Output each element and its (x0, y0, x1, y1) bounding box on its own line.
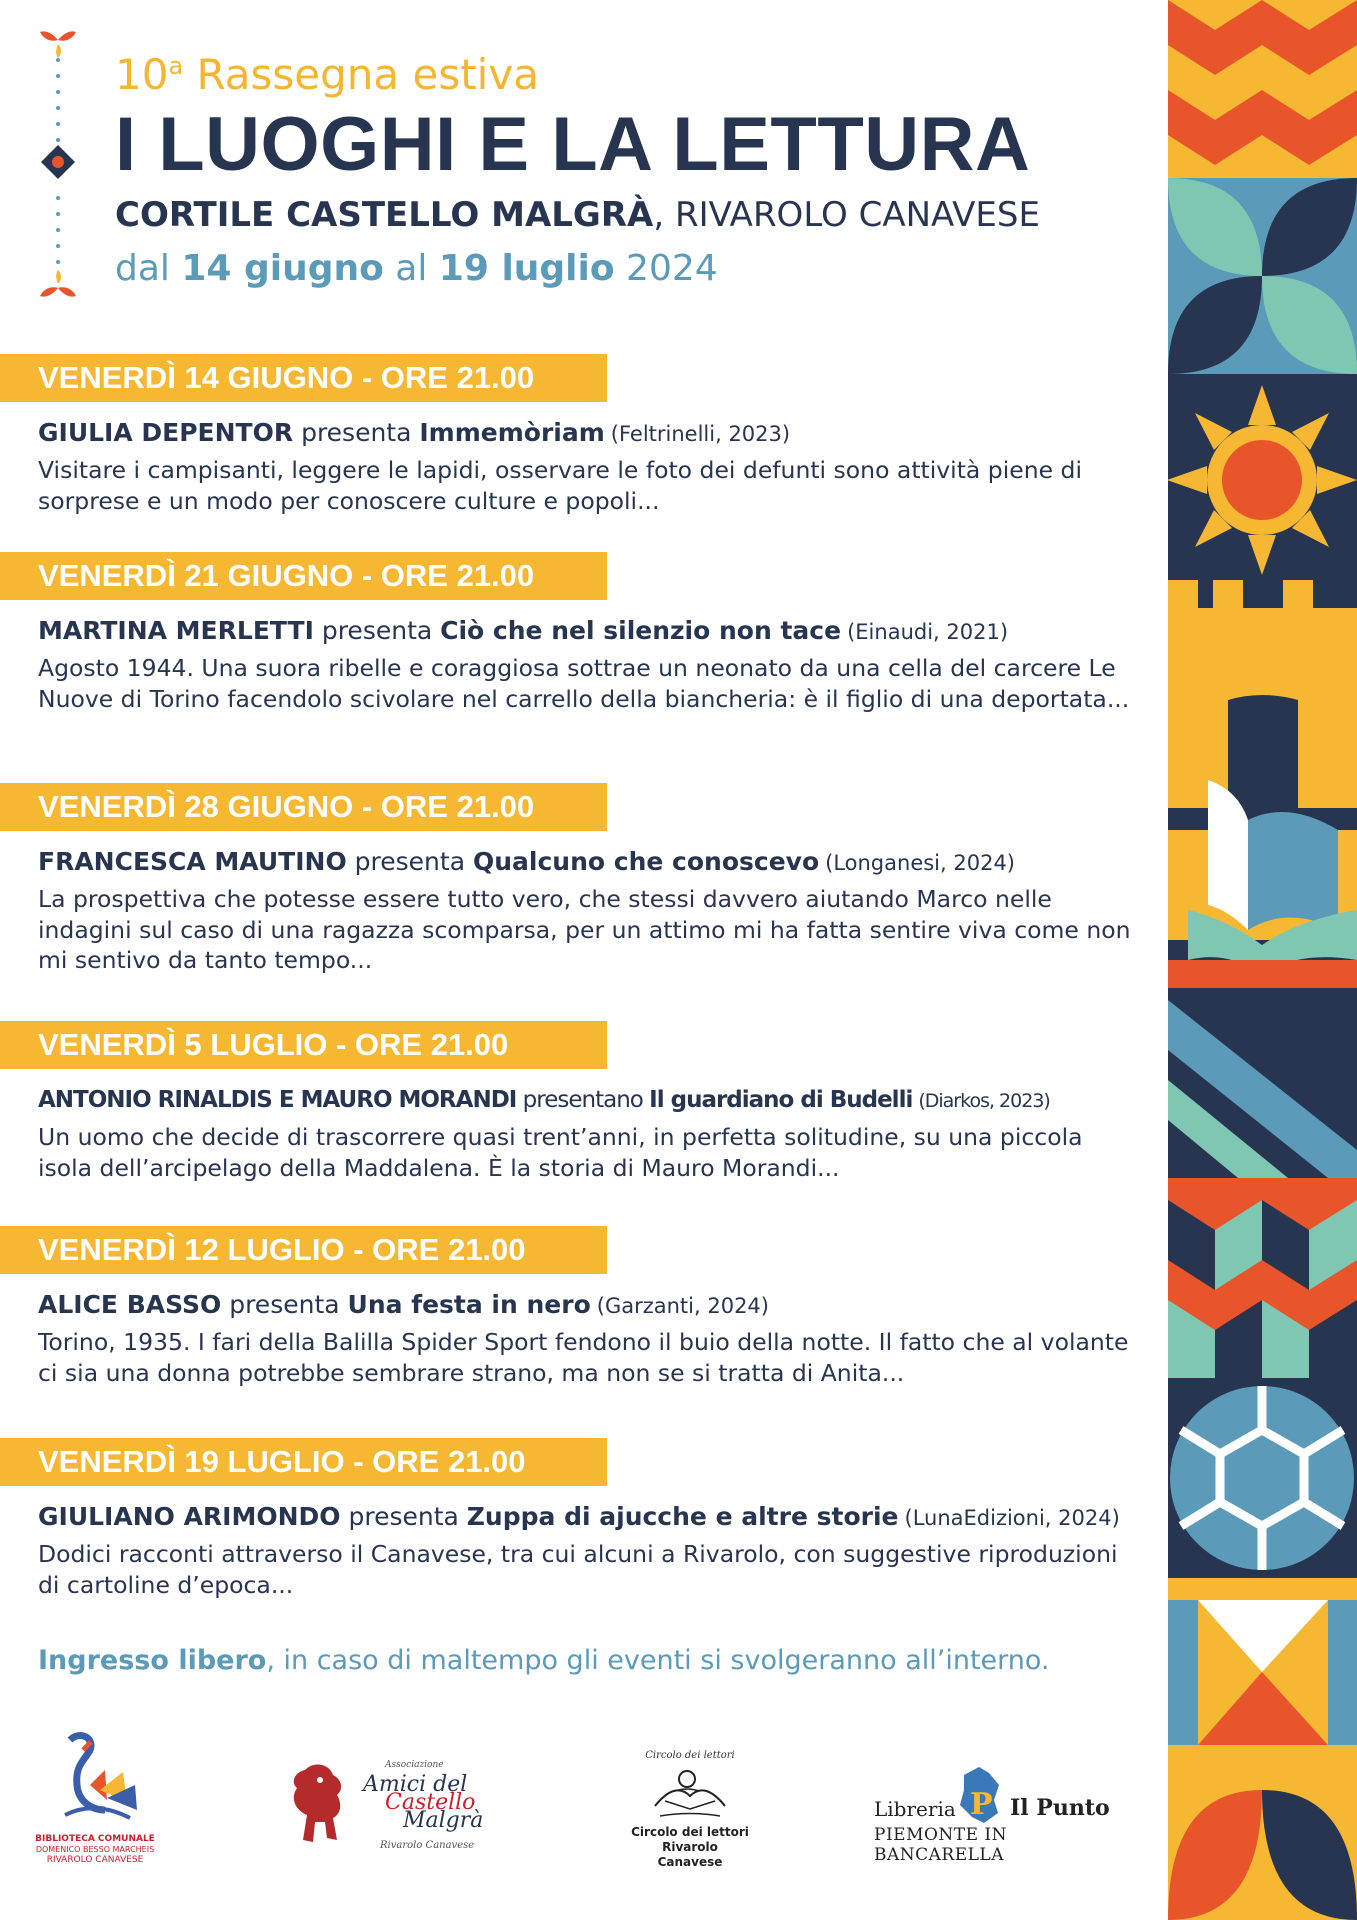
event-publisher: (Diarkos, 2023) (918, 1090, 1050, 1112)
amici-name: Amici del (363, 1772, 468, 1797)
event-block (0, 1021, 1150, 1183)
decorative-pattern-column (1168, 0, 1357, 1920)
event-block (0, 783, 1150, 976)
event-block (0, 1438, 1150, 1600)
event-description: Dodici racconti attraverso il Canavese, tra cui alcuni a Rivarolo, con suggestive riproduzioni di cartoline d’epoca... (38, 1540, 1118, 1599)
left-flower-ornament (38, 26, 78, 301)
event-date-bar: VENERDÌ 5 LUGLIO - ORE 21.00 (0, 1021, 607, 1069)
event-author: FRANCESCA MAUTINO (38, 847, 347, 876)
event-book-title: Una festa in nero (347, 1290, 591, 1319)
event-block (0, 354, 1150, 516)
event-headline: FRANCESCA MAUTINO presenta Qualcuno che conoscevo (Longanesi, 2024) (38, 847, 1015, 876)
page-title: I LUOGHI E LA LETTURA (115, 102, 1031, 187)
circolo-lettori-logo: Circolo dei lettori Circolo dei lettori Rivarolo Canavese (631, 1750, 749, 1869)
edition-label: 10$^a$ Rassegna estiva (115, 50, 539, 99)
reading-figure-icon (645, 1761, 735, 1821)
event-headline: ALICE BASSO presenta Una festa in nero (Garzanti, 2024) (38, 1290, 769, 1319)
event-book-title: Ciò che nel silenzio non tace (440, 616, 842, 645)
event-author: ALICE BASSO (38, 1290, 222, 1319)
biblioteca-name: BIBLIOTECA COMUNALE (35, 1834, 155, 1844)
lion-crest-icon (285, 1760, 355, 1850)
amici-castello-logo: Associazione Amici del Castello Malgrà Rivarolo Canavese (285, 1760, 515, 1880)
event-date-bar: VENERDÌ 28 GIUGNO - ORE 21.00 (0, 783, 607, 831)
libreria-il-punto-logo: Libreria P Il Punto PIEMONTE IN BANCARELLA (870, 1765, 1110, 1855)
event-book-title: Il guardiano di Budelli (649, 1087, 913, 1113)
event-author: GIULIA DEPENTOR (38, 418, 294, 447)
event-description: Un uomo che decide di trascorrere quasi trent’anni, in perfetta solitudine, su una piccola isola dell’arcipelago della Maddalena. È la storia di Mauro Morandi... (38, 1123, 1083, 1182)
sponsor-logos (0, 1730, 1160, 1890)
circolo-name: Circolo dei lettori (631, 1825, 749, 1839)
event-author: GIULIANO ARIMONDO (38, 1502, 341, 1531)
event-book-title: Zuppa di ajucche e altre storie (466, 1502, 899, 1531)
event-description: Visitare i campisanti, leggere le lapidi, osservare le foto dei defunti sono attività piene di sorprese e un modo per conoscere culture e popoli... (38, 456, 1082, 515)
event-date-bar: VENERDÌ 19 LUGLIO - ORE 21.00 (0, 1438, 607, 1486)
biblioteca-logo: BIBLIOTECA COMUNALE DOMENICO BESSO MARCHEIS RIVAROLO CANAVESE (30, 1730, 160, 1866)
event-book-title: Immemòriam (419, 418, 605, 447)
event-publisher: (LunaEdizioni, 2024) (904, 1506, 1120, 1530)
event-date-bar: VENERDÌ 14 GIUGNO - ORE 21.00 (0, 354, 607, 402)
event-headline: ANTONIO RINALDIS E MAURO MORANDI presentano Il guardiano di Budelli (Diarkos, 2023) (38, 1087, 1050, 1113)
event-publisher: (Feltrinelli, 2023) (610, 422, 791, 446)
libreria-name: Il Punto (1010, 1795, 1110, 1821)
event-date-bar: VENERDÌ 21 GIUGNO - ORE 21.00 (0, 552, 607, 600)
event-description: Agosto 1944. Una suora ribelle e coraggiosa sottrae un neonato da una cella del carcere Le Nuove di Torino facendolo scivolare nel carrello della biancheria: è il figlio di una deportata... (38, 654, 1130, 713)
dates: dal 14 giugno al 19 luglio 2024 (115, 248, 718, 289)
event-block (0, 552, 1150, 714)
venue: CORTILE CASTELLO MALGRÀ, RIVAROLO CANAVESE (115, 195, 1040, 235)
event-description: Torino, 1935. I fari della Balilla Spider Sport fendono il buio della notte. Il fatto che al volante ci sia una donna potrebbe sembrare strano, ma non se si tratta di Anita... (38, 1328, 1129, 1387)
event-headline: GIULIA DEPENTOR presenta Immemòriam (Feltrinelli, 2023) (38, 418, 791, 447)
event-headline: MARTINA MERLETTI presenta Ciò che nel silenzio non tace (Einaudi, 2021) (38, 616, 1009, 645)
event-publisher: (Einaudi, 2021) (847, 620, 1009, 644)
event-headline: GIULIANO ARIMONDO presenta Zuppa di ajucche e altre storie (LunaEdizioni, 2024) (38, 1502, 1120, 1531)
event-book-title: Qualcuno che conoscevo (472, 847, 820, 876)
event-description: La prospettiva che potesse essere tutto vero, che stessi davvero aiutando Marco nelle indagini sul caso di una ragazza scomparsa, per un attimo mi ha fatta sentire viva come non mi sentivo da tanto tempo... (38, 885, 1131, 974)
event-author: MARTINA MERLETTI (38, 616, 314, 645)
event-author: ANTONIO RINALDIS E MAURO MORANDI (38, 1087, 517, 1113)
entry-note: Ingresso libero, in caso di maltempo gli eventi si svolgeranno all’interno. (38, 1645, 1050, 1676)
book-bird-icon (45, 1730, 145, 1830)
event-publisher: (Garzanti, 2024) (596, 1294, 769, 1318)
header (115, 38, 1115, 299)
event-date-bar: VENERDÌ 12 LUGLIO - ORE 21.00 (0, 1226, 607, 1274)
event-block (0, 1226, 1150, 1388)
event-publisher: (Longanesi, 2024) (825, 851, 1015, 875)
